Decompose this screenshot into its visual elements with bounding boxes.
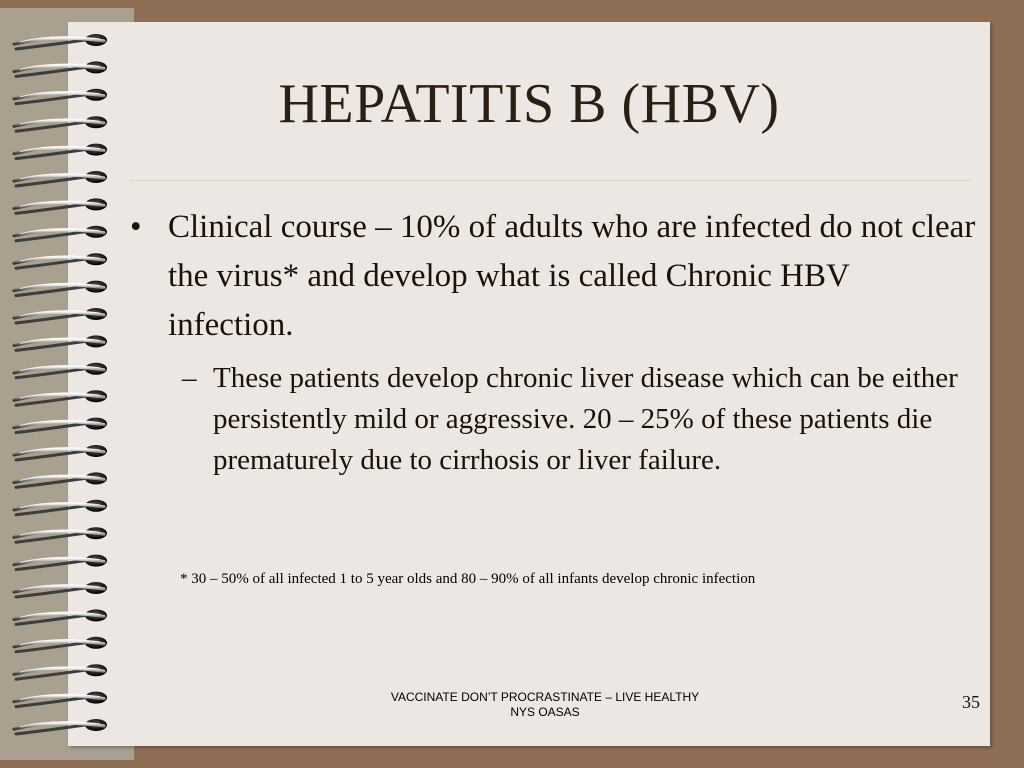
binding-coil xyxy=(14,198,107,213)
binding-coil xyxy=(14,527,107,542)
slide-footer xyxy=(340,690,750,720)
binding-coil xyxy=(14,335,107,350)
binding-coil xyxy=(14,692,107,707)
sub-bullet-item xyxy=(172,358,983,481)
footer-slogan: VACCINATE DON’T PROCRASTINATE – LIVE HEALTHY xyxy=(390,690,700,704)
sub-bullet-text: These patients develop chronic liver disease which can be either persistently mild or aggressive. 20 – 25% of these patients die prematurely due to cirrhosis or liver failure. xyxy=(213,362,958,476)
binding-coil xyxy=(14,500,107,515)
bullet-item xyxy=(128,203,978,350)
binding-coil xyxy=(14,637,107,652)
binding-coil xyxy=(14,171,107,186)
binding-coil xyxy=(14,472,107,487)
binding-coil xyxy=(14,144,107,159)
binding-coil xyxy=(14,390,107,405)
footnote: * 30 – 50% of all infected 1 to 5 year olds and 80 – 90% of all infants develop chronic infection xyxy=(180,571,756,587)
binding-coil xyxy=(14,719,107,734)
slide-body xyxy=(128,203,978,481)
slide-number: 35 xyxy=(962,692,980,712)
footer-organization: NYS OASAS xyxy=(510,705,580,719)
sub-bullet-marker: – xyxy=(182,362,197,394)
bullet-text: Clinical course – 10% of adults who are infected do not clear the virus* and develop what is called Chronic HBV infection. xyxy=(168,209,976,343)
binding-coil xyxy=(14,308,107,323)
title-divider xyxy=(130,180,972,181)
binding-coil xyxy=(14,226,107,241)
binding-coil xyxy=(14,281,107,296)
bullet-marker: • xyxy=(130,209,142,245)
binding-coil xyxy=(14,582,107,597)
binding-coil xyxy=(14,555,107,570)
binding-coil xyxy=(14,34,107,49)
slide-title: HEPATITIS B (HBV) xyxy=(278,73,780,135)
binding-coil xyxy=(14,253,107,268)
binding-coil xyxy=(14,363,107,378)
binding-coil xyxy=(14,418,107,433)
binding-coil xyxy=(14,664,107,679)
binding-coil xyxy=(14,445,107,460)
binding-coil xyxy=(14,609,107,624)
